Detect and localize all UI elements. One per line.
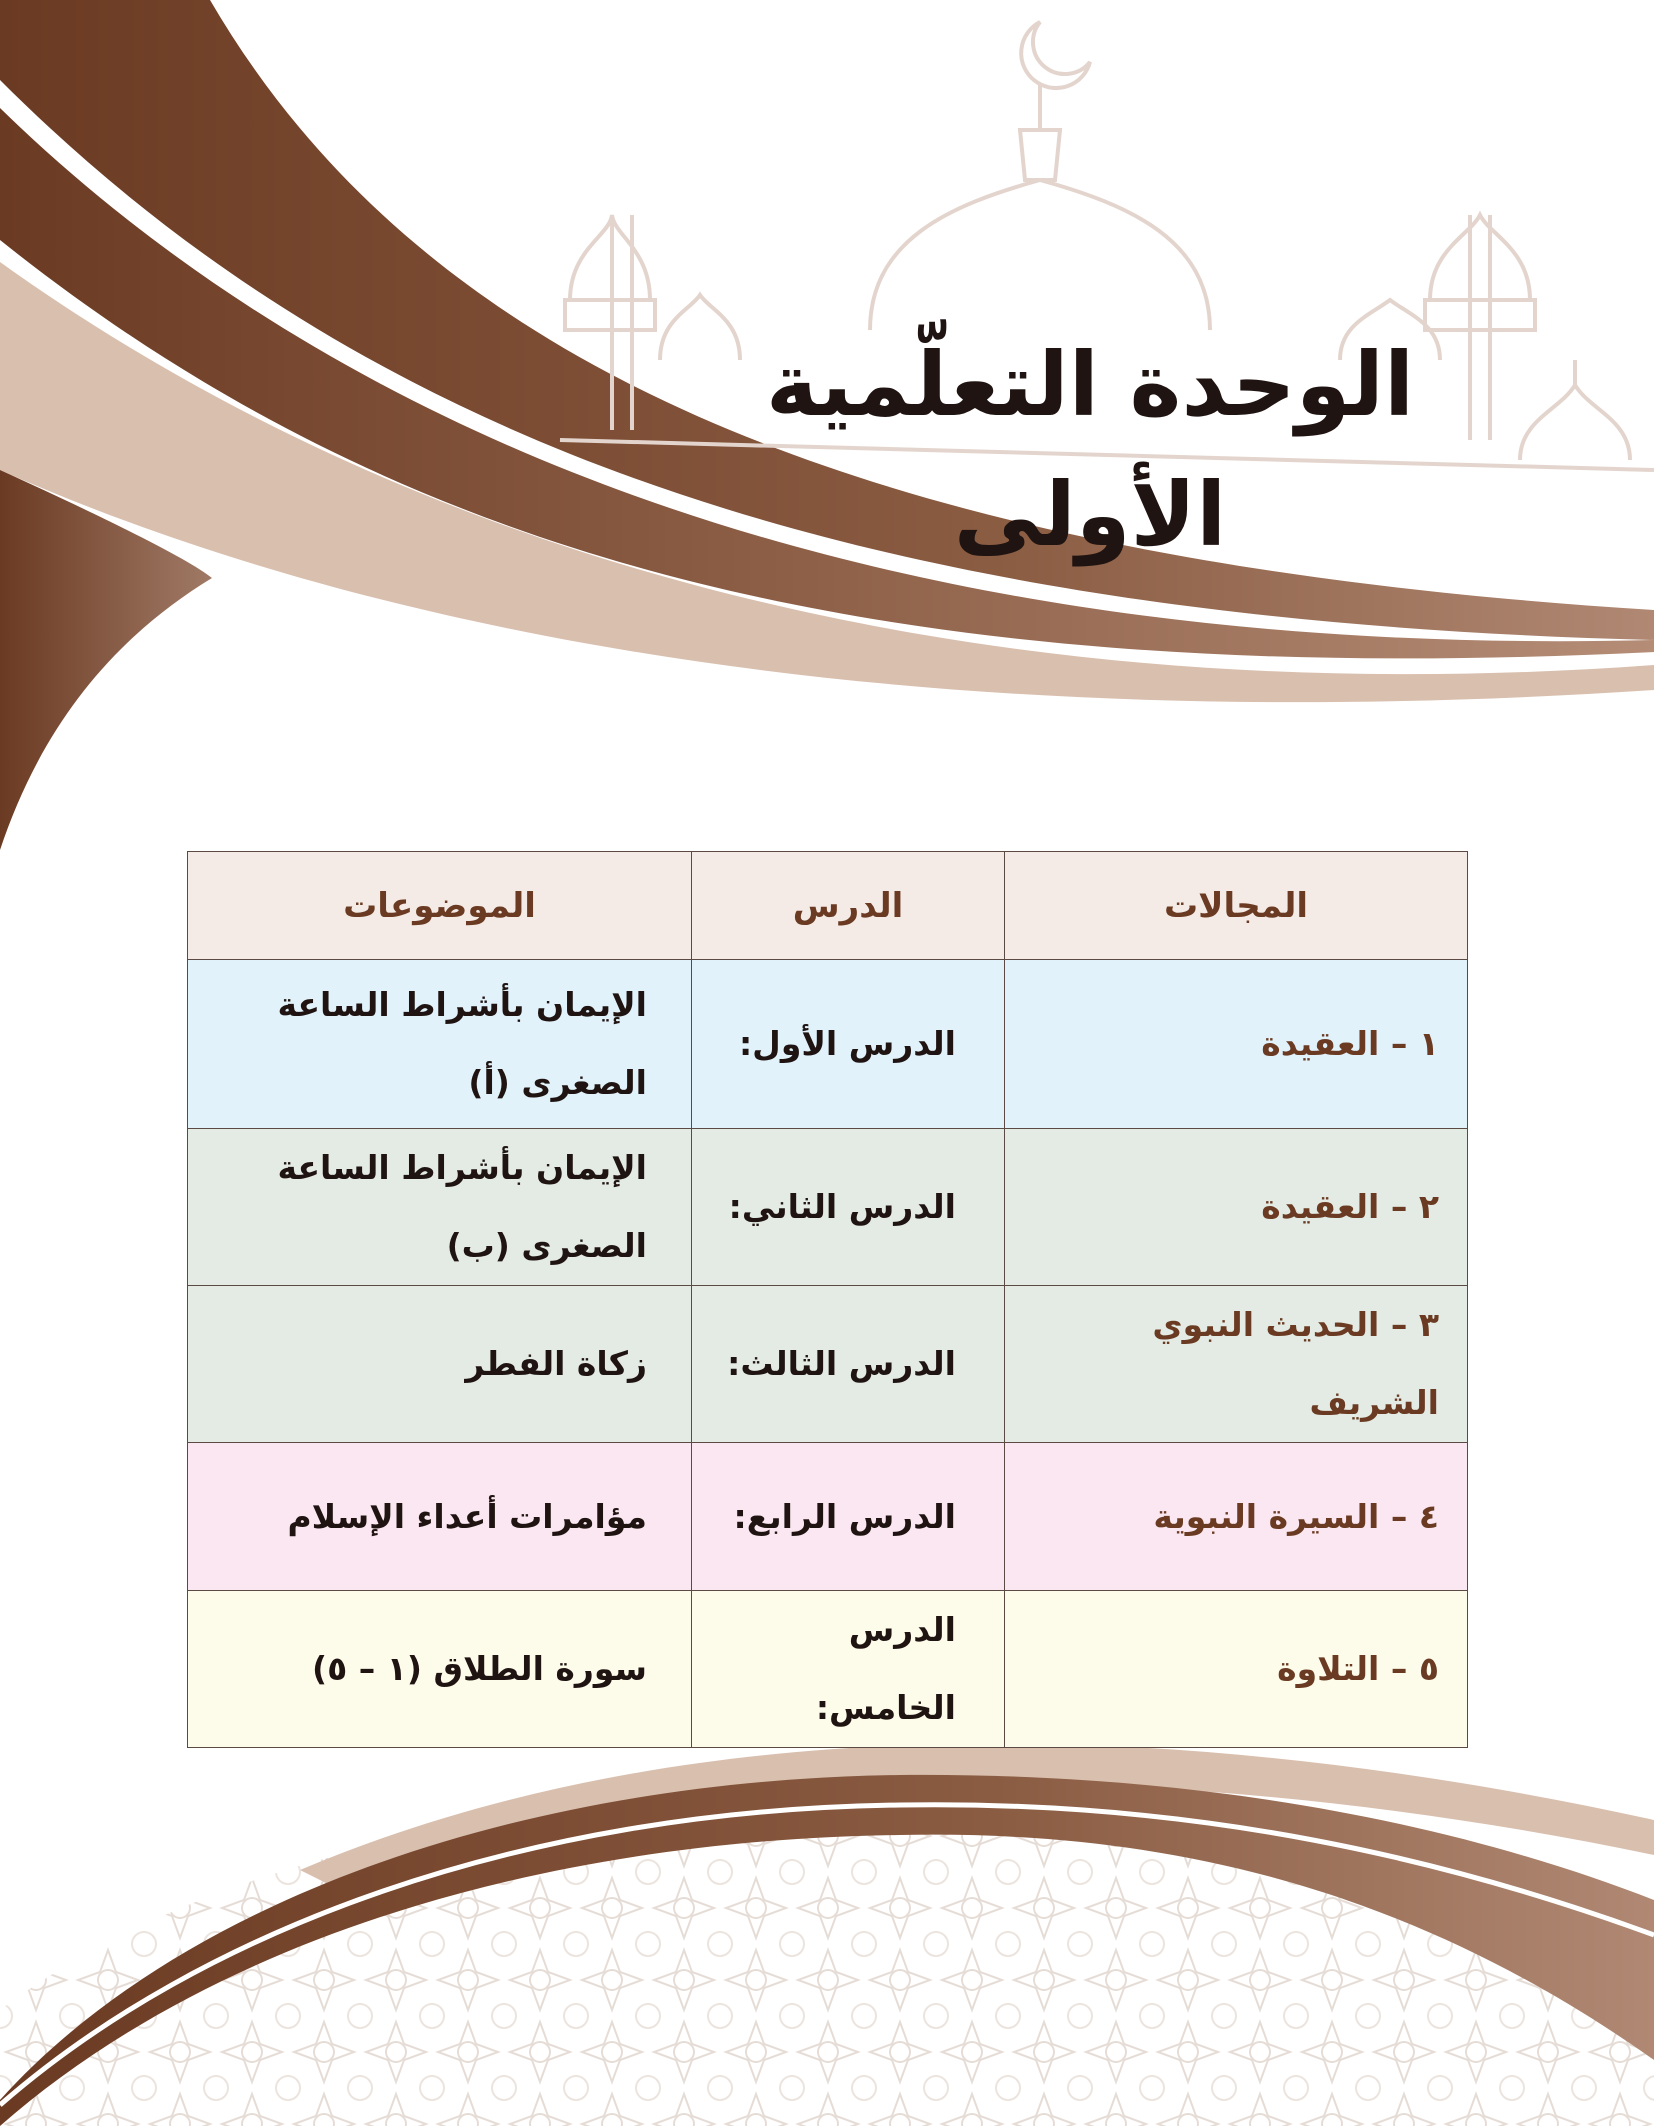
topic-cell [188, 960, 692, 1129]
topic-cell: زكاة الفطر [188, 1286, 692, 1443]
unit-title: الوحدة التعلّمية الأولى [765, 333, 1415, 566]
topic-cell: سورة الطلاق (١ – ٥) [188, 1591, 692, 1748]
field-cell: ٥ – التلاوة [1005, 1591, 1468, 1748]
table-row [188, 960, 1468, 1129]
topic-line: الإيمان بأشراط الساعة [277, 1148, 647, 1187]
table-header-row [188, 852, 1468, 960]
field-cell: ٢ – العقيدة [1005, 1129, 1468, 1286]
lesson-cell: الدرس الأول: [692, 960, 1005, 1129]
lesson-cell: الدرس الثاني: [692, 1129, 1005, 1286]
table-row [188, 1129, 1468, 1286]
topic-line: الصغرى (أ) [468, 1063, 647, 1102]
field-cell: ٤ – السيرة النبوية [1005, 1443, 1468, 1591]
topic-cell [188, 1129, 692, 1286]
header-fields: المجالات [1005, 852, 1468, 960]
bottom-decoration [0, 1743, 1654, 2126]
topic-line: الصغرى (ب) [446, 1226, 647, 1265]
topic-line: الإيمان بأشراط الساعة [277, 985, 647, 1024]
table-row [188, 1443, 1468, 1591]
field-cell: ١ – العقيدة [1005, 960, 1468, 1129]
topic-cell: مؤامرات أعداء الإسلام [188, 1443, 692, 1591]
header-lesson: الدرس [692, 852, 1005, 960]
lesson-cell: الدرس الرابع: [692, 1443, 1005, 1591]
lessons-table [187, 851, 1468, 1748]
table-row [188, 1286, 1468, 1443]
table-row [188, 1591, 1468, 1748]
lesson-cell: الدرس الثالث: [692, 1286, 1005, 1443]
header-topics: الموضوعات [188, 852, 692, 960]
field-cell: ٣ – الحديث النبوي الشريف [1005, 1286, 1468, 1443]
lesson-cell: الدرس الخامس: [692, 1591, 1005, 1748]
